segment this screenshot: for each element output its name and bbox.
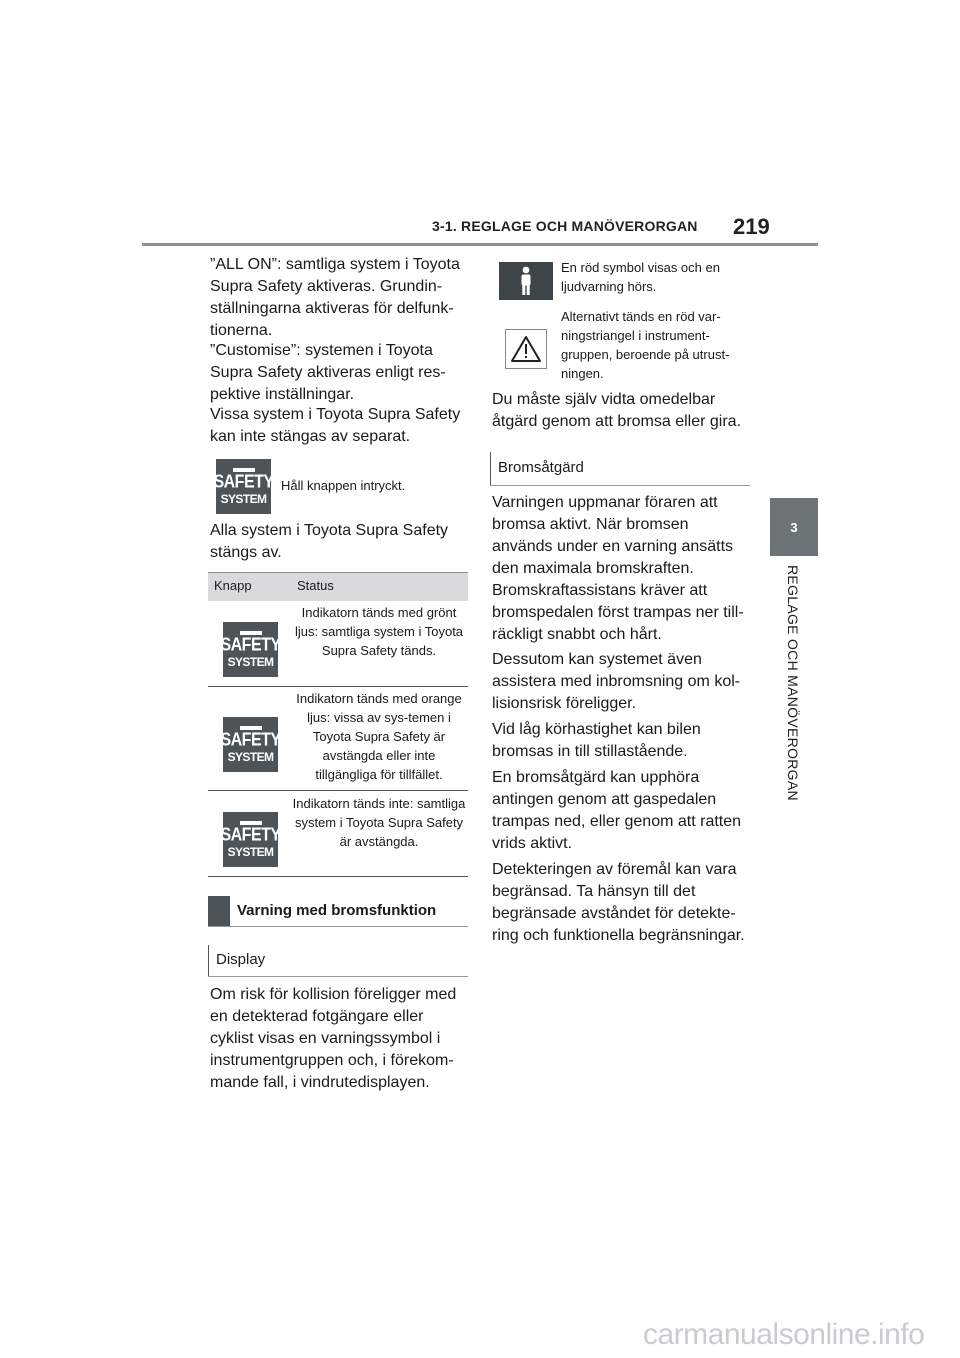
column-header-knapp: Knapp [214, 578, 252, 593]
system-label: SYSTEM [227, 655, 274, 669]
table-row-divider [208, 790, 468, 791]
para-assist-braking: Dessutom kan systemet även assistera med inbromsning om kol-lisionsrisk föreligger. [492, 651, 741, 712]
system-label: SYSTEM [220, 492, 267, 506]
system-label: SYSTEM [227, 750, 274, 764]
table-row-status: Indikatorn tänds inte: samtliga system i Toyota Supra Safety är avstängda. [292, 796, 466, 849]
section-title: 3-1. REGLAGE OCH MANÖVERORGAN [432, 218, 698, 234]
safety-label: SAFETY [220, 730, 281, 751]
para-low-speed: Vid låg körhastighet kan bilen bromsas in till stillastående. [492, 721, 701, 760]
para-take-action: Du måste själv vidta omedelbar åtgärd genom att bromsa eller gira. [492, 391, 742, 430]
pedestrian-warning-icon [499, 262, 553, 300]
safety-system-button-icon [220, 812, 281, 867]
safety-system-button-icon [220, 622, 281, 677]
para-detection-limits: Detekteringen av föremål kan vara begränsad. Ta hänsyn till det begränsade avståndet för detekte-ring och funktionella begränsningar. [492, 861, 745, 944]
table-row-status: Indikatorn tänds med orange ljus: vissa av sys-temen i Toyota Supra Safety är avstängda eller inte tillgängliga för tillfället. [296, 691, 462, 782]
warning-heading-box [208, 896, 468, 927]
watermark: carmanualsonline.info [643, 1318, 925, 1351]
safety-label: SAFETY [213, 472, 274, 493]
warning-triangle-icon [505, 329, 547, 369]
display-heading: Display [216, 951, 266, 968]
brake-heading: Bromsåtgärd [498, 459, 584, 476]
column-header-status: Status [297, 578, 334, 593]
safety-system-button-icon [220, 717, 281, 772]
red-symbol-text: En röd symbol visas och en ljudvarning hörs. [561, 260, 720, 294]
hold-button-text: Håll knappen intryckt. [281, 478, 406, 493]
chapter-tab[interactable]: 3 [770, 498, 818, 556]
table-row-status: Indikatorn tänds med grönt ljus: samtliga system i Toyota Supra Safety tänds. [294, 605, 464, 658]
brake-heading-rule [490, 485, 750, 486]
page-number: 219 [733, 214, 770, 239]
para-all-on: ”ALL ON”: samtliga system i Toyota Supra Safety aktiveras. Grundin-ställningarna aktiveras för delfunk-tionerna. [210, 256, 460, 339]
table-bottom-rule [208, 876, 468, 877]
safety-label: SAFETY [220, 825, 281, 846]
heading-marker [208, 896, 230, 926]
display-heading-rule [208, 976, 468, 977]
brake-heading-marker [490, 452, 491, 486]
para-cannot-turn-off: Vissa system i Toyota Supra Safety kan inte stängas av separat. [210, 406, 461, 445]
para-stop-braking: En bromsåtgärd kan upphöra antingen genom att gaspedalen trampas ned, eller genom att ratten vrids aktivt. [492, 769, 742, 852]
header-rule [142, 243, 818, 246]
system-label: SYSTEM [227, 845, 274, 859]
chapter-side-label: REGLAGE OCH MANÖVERORGAN [785, 565, 801, 801]
safety-system-button-icon [213, 459, 274, 514]
para-customise: ”Customise”: systemen i Toyota Supra Safety aktiveras enligt res-pektive inställningar. [210, 342, 446, 403]
para-collision-risk: Om risk för kollision föreligger med en detekterad fotgängare eller cyklist visas en varningssymbol i instrumentgruppen och, i förekom-mande fall, i vindrutedisplayen. [210, 986, 457, 1091]
warning-heading: Varning med bromsfunktion [237, 902, 437, 919]
display-heading-marker [208, 945, 209, 976]
para-warning-prompts: Varningen uppmanar föraren att bromsa aktivt. När bromsen används under en varning ansätts den maximala bromskraften. Bromskraftassistans kräver att bromspedalen först trampas ner till-räckligt snabbt och hårt. [492, 494, 744, 643]
table-row-divider [208, 686, 468, 687]
para-all-off: Alla system i Toyota Supra Safety stängs av. [210, 522, 449, 561]
safety-label: SAFETY [220, 635, 281, 656]
warning-triangle-text: Alternativt tänds en röd var-ningstriangel i instrument-gruppen, beroende på utrust-ningen. [561, 309, 730, 381]
